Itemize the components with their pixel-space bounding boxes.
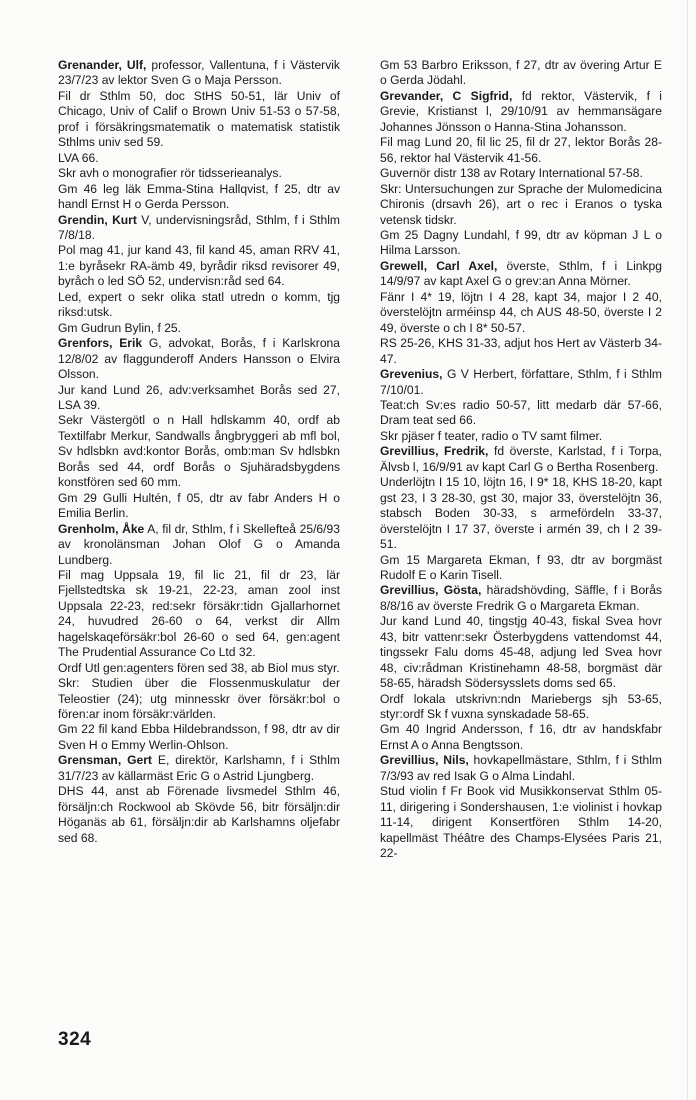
- entry-grensman-continued: [380, 58, 662, 89]
- entry-paragraph: Gm 15 Margareta Ekman, f 93, dtr av borgmäst Rudolf E o Karin Tisell.: [380, 552, 662, 582]
- entry-name: Grenfors, Erik: [58, 336, 143, 351]
- entry-intro: häradshövding, Säffle, f i Borås 8/8/16 av överste Fredrik G o Margareta Ekman.: [380, 583, 662, 613]
- entry-name: Grenholm, Åke: [58, 521, 145, 536]
- entry-paragraph: Fil mag Uppsala 19, fil lic 21, fil dr 23, lär Fjellstedtska sk 19-21, 22-23, aman zool inst Uppsala 22-23, red:sekr försäkr:tidn Gjallarhornet 24, huvudred 26-60 o 64, verkst dir Allm hagelskaqeförsäkr:bol 26-60 o sed 64, gen:agent The Prudential Assurance Co Ltd 32.: [58, 567, 340, 660]
- entry-grevillius-nils: [380, 753, 662, 861]
- entry-paragraph: Teat:ch Sv:es radio 50-57, litt medarb där 57-66, Dram teat sed 66.: [380, 397, 662, 428]
- entry-paragraph: Fänr I 4* 19, löjtn I 4 28, kapt 34, major I 2 40, överstelöjtn arméinsp 44, ch AUS 48-50, överste I 2 49, överste o ch I 8* 50-57.: [380, 289, 662, 335]
- entry-paragraph: Gm 53 Barbro Eriksson, f 27, dtr av övering Artur E o Gerda Jödahl.: [380, 58, 662, 88]
- entry-grensman-gert: [58, 753, 340, 846]
- entry-grenfors-erik: [58, 336, 340, 521]
- entry-name: Grendin, Kurt: [58, 212, 137, 227]
- entry-paragraph: Skr avh o monografier rör tidsserieanalys.: [58, 166, 282, 181]
- entry-intro: professor, Vallentuna, f i Västervik 23/7/23 av lektor Sven G o Maja Persson.: [58, 58, 340, 88]
- entry-name: Grevander, C Sigfrid,: [380, 88, 513, 103]
- entry-paragraph: Gm 29 Gulli Hultén, f 05, dtr av fabr Anders H o Emilia Berlin.: [58, 490, 340, 521]
- entry-grenander-ulf: [58, 58, 340, 213]
- entry-name: Grensman, Gert: [58, 753, 152, 768]
- entry-name: Grevillius, Fredrik,: [380, 444, 489, 459]
- entry-paragraph: Stud violin f Fr Book vid Musikkonservat Sthlm 05-11, dirigering i Sondershausen, 1:e violinist i hovkap 11-14, dirigent Konsertfören Sthlm 14-20, kapellmäst Théâtre des Champs-Elysées Paris 21, 22-: [380, 784, 662, 861]
- entry-paragraph: Jur kand Lund 40, tingstjg 40-43, fiskal Svea hovr 43, bitr vattenr:sekr Österbygdens vattendomst 44, tingssekr Falu doms 45-48, adjung led Svea hovr 48, civ:rådman Kristinehamn 48-58, borgmäst där 58-65, häradsh Södersysslets doms sed 65.: [380, 614, 662, 691]
- entry-heading: [58, 58, 340, 89]
- entry-intro: G, advokat, Borås, f i Karlskrona 12/8/02 av flaggunderoff Anders Hansson o Elvira Olsson.: [58, 336, 341, 382]
- entry-paragraph: RS 25-26, KHS 31-33, adjut hos Hert av Västerb 34-47.: [380, 336, 662, 366]
- entry-intro: fd överste, Karlstad, f i Torpa, Älvsb l, 16/9/91 av kapt Carl G o Bertha Rosenberg.: [380, 444, 662, 474]
- entry-grendin-kurt: [58, 213, 340, 337]
- entry-heading: [380, 89, 662, 135]
- right-column: [380, 58, 662, 862]
- entry-paragraph: Gm 46 leg läk Emma-Stina Hallqvist, f 25, dtr av handl Ernst H o Gerda Persson.: [58, 181, 340, 212]
- entry-paragraph: Led, expert o sekr olika statl utredn o komm, tjg riksd:utsk.: [58, 289, 340, 320]
- page-edge-divider: [687, 0, 688, 1100]
- entry-grevillius-gosta: [380, 583, 662, 753]
- entry-name: Grenander, Ulf,: [58, 58, 147, 72]
- entry-intro: V, undervisningsråd, Sthlm, f i Sthlm 7/8/18.: [58, 212, 340, 242]
- entry-paragraph: Skr: Untersuchungen zur Sprache der Mulomedicina Chironis (drsavh 26), art o rec i Eranos o tyska vetensk tidskr.: [380, 181, 662, 227]
- entry-heading: [380, 583, 662, 614]
- entry-intro: överste, Sthlm, f i Linkpg 14/9/97 av kapt Axel G o grev:an Anna Mörner.: [380, 258, 662, 289]
- left-column: [58, 58, 340, 846]
- entry-heading: [380, 259, 662, 290]
- entry-paragraph: Sekr Västergötl o n Hall hdlskamm 40, ordf ab Textilfabr Merkur, Sandwalls ångbryggeri ab mfl bol, Sv hdlsbkn avd:kontor Borås, omb:man Sv hdlsbkn Borås sed 44, ordf Borås o Sjuhäradsbygdens konstfören sed 60 mm.: [58, 413, 340, 490]
- entry-grevander-sigfrid: [380, 89, 662, 259]
- entry-paragraph: Skr pjäser f teater, radio o TV samt filmer.: [380, 428, 603, 443]
- entry-paragraph: Gm 22 fil kand Ebba Hildebrandsson, f 98, dtr av dir Sven H o Emmy Werlin-Ohlson.: [58, 722, 340, 752]
- entry-paragraph: Jur kand Lund 26, adv:verksamhet Borås sed 27, LSA 39.: [58, 382, 340, 412]
- entry-paragraph: LVA 66.: [58, 150, 99, 165]
- entry-paragraph: Fil mag Lund 20, fil lic 25, fil dr 27, lektor Borås 28-56, rektor hal Västervik 41-56.: [380, 135, 662, 165]
- entry-heading: [58, 336, 340, 382]
- entry-paragraph: Ordf lokala utskrivn:ndn Mariebergs sjh 53-65, styr:ordf Sk f vuxna synskadade 58-65.: [380, 691, 662, 722]
- entry-heading: [380, 753, 662, 784]
- entry-paragraph: Skr: Studien über die Flossenmuskulatur der Teleostier (24); utg minnesskr över försäkr:bol o fören:ar inom försäkr:världen.: [58, 676, 340, 722]
- entry-intro: fd rektor, Västervik, f i Grevie, Kristianst l, 29/10/91 av hemmansägare Johannes Jönsson o Hanna-Stina Johansson.: [380, 88, 662, 134]
- entry-paragraph: Ordf Utl gen:agenters fören sed 38, ab Biol mus styr.: [58, 660, 340, 675]
- entry-paragraph: Gm 40 Ingrid Andersson, f 16, dtr av handskfabr Ernst A o Anna Bengtsson.: [380, 722, 662, 752]
- entry-heading: [58, 213, 340, 244]
- entry-paragraph: Gm Gudrun Bylin, f 25.: [58, 320, 182, 335]
- entry-intro: hovkapellmästare, Sthlm, f i Sthlm 7/3/93 av red Isak G o Alma Lindahl.: [380, 753, 662, 783]
- entry-grevillius-fredrik: [380, 444, 662, 583]
- entry-grenholm-ake: [58, 522, 340, 754]
- entry-name: Grevillius, Nils,: [380, 753, 469, 768]
- page-number: 324: [58, 1029, 92, 1050]
- entry-heading: [380, 444, 662, 475]
- entry-intro: A, fil dr, Sthlm, f i Skellefteå 25/6/93 av kronolänsman Johan Olof G o Amanda Lundberg.: [58, 521, 340, 567]
- entry-paragraph: DHS 44, anst ab Förenade livsmedel Sthlm 46, försäljn:ch Rockwool ab Skövde 56, bitr försäljn:dir Höganäs ab 61, försäljn:dir ab Karlshamns oljefabr sed 68.: [58, 784, 340, 845]
- entry-grewell-carl-axel: [380, 259, 662, 367]
- entry-intro: E, direktör, Karlshamn, f i Sthlm 31/7/23 av källarmäst Eric G o Astrid Ljungberg.: [58, 753, 341, 783]
- entry-paragraph: Pol mag 41, jur kand 43, fil kand 45, aman RRV 41, 1:e byråsekr RA-ämb 49, byrådir riksd revisorer 49, byråch o led SÖ 52, undervisn:råd sed 64.: [58, 243, 340, 289]
- entry-paragraph: Guvernör distr 138 av Rotary International 57-58.: [380, 166, 643, 181]
- entry-paragraph: Gm 25 Dagny Lundahl, f 99, dtr av köpman J L o Hilma Larsson.: [380, 227, 662, 258]
- entry-paragraph: Fil dr Sthlm 50, doc StHS 50-51, lär Univ of Chicago, Univ of Calif o Brown Univ 51-53 o 57-58, prof i försäkringsmatematik o matematisk statistik Sthlms univ sed 59.: [58, 88, 340, 150]
- entry-paragraph: Underlöjtn I 15 10, löjtn 16, I 9* 18, KHS 18-20, kapt gst 23, I 3 28-30, gst 30, major 33, överstelöjtn 36, stabsch Boden 30-33, s armefördeln 33-37, överstelöjtn I 17 37, överste i armén 39, ch I 2 39-51.: [380, 475, 662, 552]
- entry-intro: G V Herbert, författare, Sthlm, f i Sthlm 7/10/01.: [380, 367, 662, 397]
- entry-grevenius-herbert: [380, 367, 662, 444]
- entry-heading: [58, 753, 340, 784]
- entry-heading: [58, 522, 340, 568]
- entry-heading: [380, 367, 662, 398]
- entry-name: Grevillius, Gösta,: [380, 583, 482, 598]
- entry-name: Grevenius,: [380, 367, 443, 382]
- entry-name: Grewell, Carl Axel,: [380, 258, 498, 273]
